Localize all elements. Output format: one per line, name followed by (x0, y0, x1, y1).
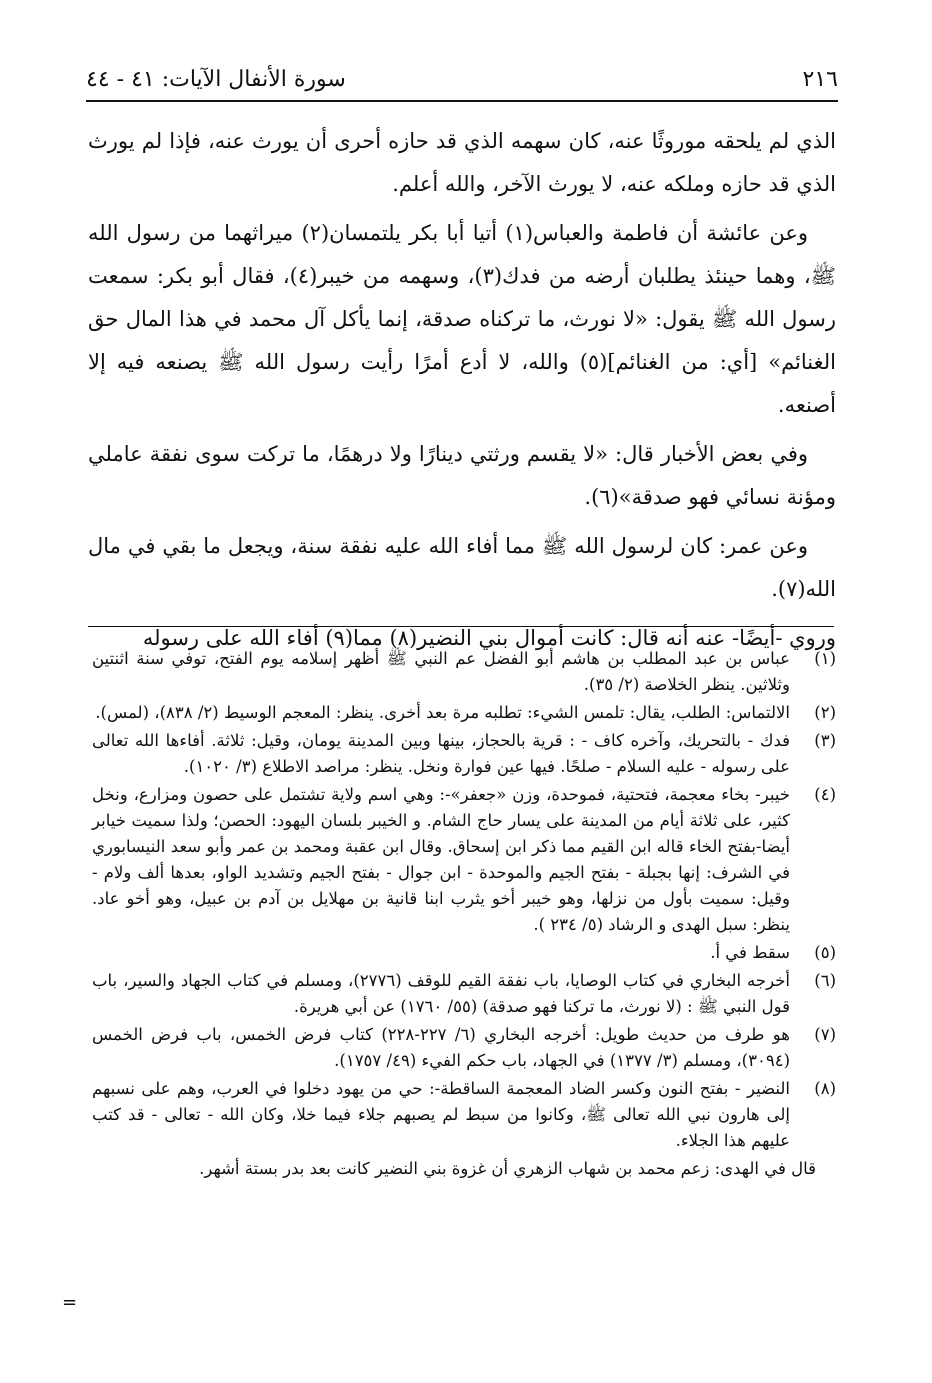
footnotes (92, 646, 836, 1182)
footnote-item (92, 1022, 836, 1074)
footnote-text: خيبر- بخاء معجمة، فتحتية، فموحدة، وزن «جعفر»-: وهي اسم ولاية تشتمل على حصون ومزارع، ونخل كثير، على ثلاثة أيام من المدينة على يسار حاج الشام. و الخيبر بلسان اليهود: الحصن؛ ولذا سميت خيابر أيضا-بفتح الخاء قاله ابن القيم مما ذكر ابن إسحاق. وقال ابن عقبة ومحمد بن عمر وأبو سعد النيسابوري في الشرف: إنها بجبلة - بفتح الجيم والموحدة - ابن جوال - بفتح الجيم وتشديد الواو، بعدها ألف ولام - وقيل: سميت بأول من نزلها، وهو خيبر أخو يثرب ابنا قانية بن مهلايل بن آدم بن عبيل، وهو أخو عاد. ينظر: سبل الهدى و الرشاد (٥/ ٢٣٤ ). (92, 785, 790, 934)
footnote-number: (٨) (814, 1079, 836, 1098)
footnote-text: أخرجه البخاري في كتاب الوصايا، باب نفقة القيم للوقف (٢٧٧٦)، ومسلم في كتاب الجهاد والسير، باب قول النبي ﷺ : (لا نورث، ما تركنا فهو صدقة) (٥٥/ ١٧٦٠) عن أبي هريرة. (92, 971, 790, 1016)
footnote-number: (٢) (814, 703, 836, 722)
footnote-item (92, 1076, 836, 1154)
footnote-text: عباس بن عبد المطلب بن هاشم أبو الفضل عم النبي ﷺ أظهر إسلامه يوم الفتح، توفي سنة اثنتين وثلاثين. ينظر الخلاصة (٢/ ٣٥). (92, 649, 790, 694)
footnote-number: (١) (814, 649, 836, 668)
footnote-number: (٥) (814, 943, 836, 962)
page-number: ٢١٦ (802, 66, 838, 92)
footnote-text: فدك - بالتحريك، وآخره كاف - : قرية بالحجاز، بينها وبين المدينة يومان، وقيل: ثلاثة. أفاءها الله تعالى على رسوله - عليه السلام - صلحًا. فيها عين فوارة ونخل. ينظر: مراصد الاطلاع (٣/ ١٠٢٠). (92, 731, 790, 776)
running-title: سورة الأنفال الآيات: ٤١ - ٤٤ (86, 66, 346, 92)
footnote-divider (88, 626, 834, 627)
footnote-item (92, 700, 836, 726)
footnote-item (92, 782, 836, 938)
footnote-text: النضير - بفتح النون وكسر الضاد المعجمة الساقطة-: حي من يهود دخلوا في العرب، وهم على نسبهم إلى هارون نبي الله تعالى ﷺ، وكانوا من سبط لم يصبهم جلاء فيما خلا، وكان الله - تعالى - قد كتب عليهم هذا الجلاء. (92, 1079, 790, 1150)
continuation-mark: = (62, 1292, 78, 1313)
footnote-number: (٤) (814, 785, 836, 804)
header-divider (86, 100, 838, 102)
footnote-number: (٣) (814, 731, 836, 750)
footnote-text: الالتماس: الطلب، يقال: تلمس الشيء: تطلبه مرة بعد أخرى. ينظر: المعجم الوسيط (٢/ ٨٣٨)، (لمس). (95, 703, 790, 722)
main-text (88, 120, 836, 660)
footnote-number: (٦) (814, 971, 836, 990)
footnote-item (92, 728, 836, 780)
paragraph: وفي بعض الأخبار قال: «لا يقسم ورثتي دينارًا ولا درهمًا، ما تركت سوى نفقة عاملي ومؤنة نسائي فهو صدقة»(٦). (88, 442, 836, 509)
footnote-text: سقط في أ. (710, 943, 790, 962)
footnote-item (92, 968, 836, 1020)
page-header (86, 62, 838, 96)
footnote-text: هو طرف من حديث طويل: أخرجه البخاري (٦/ ٢٢٧-٢٢٨) كتاب فرض الخمس، باب فرض الخمس (٣٠٩٤)، ومسلم (٣/ ١٣٧٧) في الجهاد، باب حكم الفيء (٤٩/ ١٧٥٧). (92, 1025, 790, 1070)
paragraph: وعن عائشة أن فاطمة والعباس(١) أتيا أبا بكر يلتمسان(٢) ميراثهما من رسول الله ﷺ، وهما حينئذ يطلبان أرضه من فدك(٣)، وسهمه من خيبر(٤)، فقال أبو بكر: سمعت رسول الله ﷺ يقول: «لا نورث، ما تركناه صدقة، إنما يأكل آل محمد في هذا المال حق الغنائم» [أي: من الغنائم](٥) والله، لا أدع أمرًا رأيت رسول الله ﷺ يصنعه فيه إلا أصنعه. (88, 221, 837, 417)
footnote-item (92, 646, 836, 698)
footnote-number: (٧) (814, 1025, 836, 1044)
footnote-item (92, 940, 836, 966)
paragraph: وعن عمر: كان لرسول الله ﷺ مما أفاء الله عليه نفقة سنة، ويجعل ما بقي في مال الله(٧). (88, 534, 836, 601)
paragraph: الذي لم يلحقه موروثًا عنه، كان سهمه الذي قد حازه أحرى أن يورث عنه، فإذا لم يورث الذي قد حازه وملكه عنه، لا يورث الآخر، والله أعلم. (88, 129, 836, 196)
paragraph: وروي -أيضًا- عنه أنه قال: كانت أموال بني النضير(٨) مما(٩) أفاء الله على رسوله (142, 626, 836, 650)
footnote-continuation: قال في الهدى: زعم محمد بن شهاب الزهري أن غزوة بني النضير كانت بعد بدر بستة أشهر. (199, 1159, 816, 1178)
